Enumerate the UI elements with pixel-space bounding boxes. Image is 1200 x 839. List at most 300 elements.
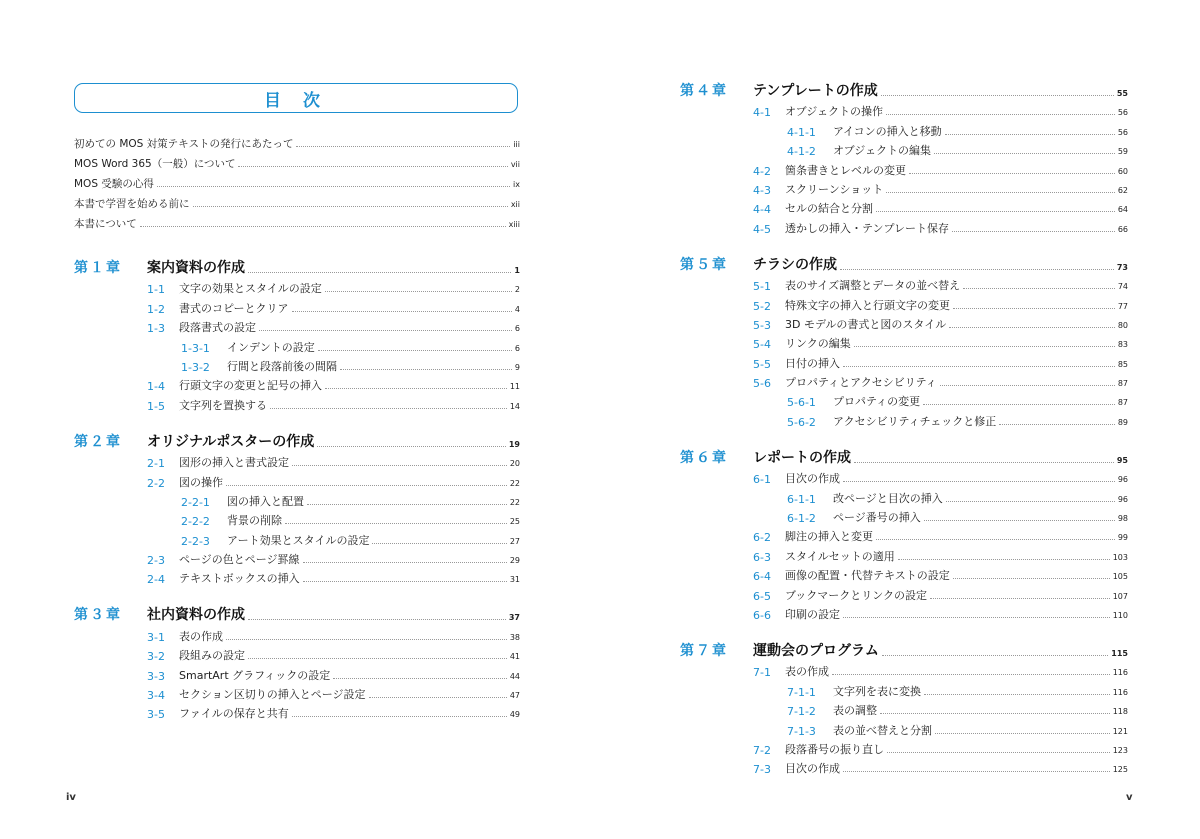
entry-number: 4-1-2 bbox=[787, 145, 816, 159]
page-number: 49 bbox=[509, 710, 520, 720]
leader-dots bbox=[924, 694, 1110, 695]
entry-title: 図の挿入と配置 bbox=[227, 494, 304, 508]
leader-dots bbox=[887, 752, 1110, 753]
leader-dots bbox=[325, 291, 512, 292]
page-number: 19 bbox=[508, 439, 520, 449]
leader-dots bbox=[832, 674, 1110, 675]
leader-dots bbox=[333, 678, 507, 679]
section-entry[interactable] bbox=[680, 564, 1128, 583]
leader-dots bbox=[923, 404, 1115, 405]
section-entry[interactable] bbox=[74, 567, 520, 586]
entry-title: 図形の挿入と書式設定 bbox=[179, 456, 289, 470]
entry-title: オリジナルポスターの作成 bbox=[147, 433, 315, 450]
entry-number: 7-1 bbox=[753, 666, 771, 680]
entry-number: 第４章 bbox=[680, 83, 728, 99]
subsection-entry[interactable] bbox=[74, 509, 520, 528]
section-entry[interactable] bbox=[680, 603, 1128, 622]
page-number: 118 bbox=[1112, 707, 1128, 717]
page-number: 96 bbox=[1117, 494, 1128, 504]
entry-title: 改ページと目次の挿入 bbox=[833, 491, 943, 505]
entry-title: 背景の削除 bbox=[227, 514, 282, 528]
page-number: 4 bbox=[514, 304, 520, 314]
page-number: 25 bbox=[509, 517, 520, 527]
page-number: 44 bbox=[509, 671, 520, 681]
leader-dots bbox=[193, 206, 508, 207]
leader-dots bbox=[898, 559, 1110, 560]
page-number: 115 bbox=[1111, 648, 1128, 658]
entry-title: 本書について bbox=[74, 218, 137, 230]
section-entry[interactable] bbox=[74, 296, 520, 315]
leader-dots bbox=[140, 226, 506, 227]
leader-dots bbox=[909, 173, 1115, 174]
page-number: 87 bbox=[1117, 398, 1128, 408]
entry-title: 特殊文字の挿入と行頭文字の変更 bbox=[785, 298, 950, 312]
folio-right: v bbox=[1126, 792, 1133, 803]
entry-number: 6-6 bbox=[753, 608, 771, 622]
section-entry[interactable] bbox=[74, 374, 520, 393]
entry-number: 4-1 bbox=[753, 106, 771, 120]
section-entry[interactable] bbox=[74, 702, 520, 721]
entry-number: 6-3 bbox=[753, 550, 771, 564]
chapter-block bbox=[680, 640, 1128, 776]
leader-dots bbox=[999, 424, 1115, 425]
chapter-block bbox=[680, 80, 1128, 236]
section-entry[interactable] bbox=[680, 351, 1128, 370]
entry-title: 透かしの挿入・テンプレート保存 bbox=[785, 221, 950, 235]
page-number: 83 bbox=[1117, 340, 1128, 350]
page-number: 56 bbox=[1117, 127, 1128, 137]
entry-title: 目次の作成 bbox=[785, 762, 840, 776]
entry-number: 第２章 bbox=[74, 433, 122, 450]
chapter-heading[interactable] bbox=[680, 640, 1128, 660]
section-entry[interactable] bbox=[680, 100, 1128, 119]
page-number: 9 bbox=[514, 362, 520, 372]
entry-title: 表の調整 bbox=[833, 704, 877, 718]
right-column bbox=[680, 80, 1128, 776]
leader-dots bbox=[940, 385, 1115, 386]
entry-number: 6-2 bbox=[753, 531, 771, 545]
page-number: ix bbox=[513, 180, 520, 189]
entry-title: 脚注の挿入と変更 bbox=[785, 530, 873, 544]
page-number: 1 bbox=[514, 266, 520, 275]
page-number: 27 bbox=[509, 536, 520, 546]
folio-left: iv bbox=[66, 792, 76, 803]
entry-number: 2-4 bbox=[147, 573, 165, 587]
chapter-heading[interactable] bbox=[74, 431, 520, 451]
leader-dots bbox=[924, 520, 1115, 521]
leader-dots bbox=[157, 186, 510, 187]
page-number: 55 bbox=[1116, 89, 1128, 98]
subsection-entry[interactable] bbox=[680, 699, 1128, 718]
leader-dots bbox=[843, 481, 1115, 482]
page-number: iii bbox=[513, 140, 520, 149]
subsection-entry[interactable] bbox=[680, 139, 1128, 158]
entry-title: テキストボックスの挿入 bbox=[179, 572, 300, 586]
entry-title: 本書で学習を始める前に bbox=[74, 198, 190, 210]
entry-title: 日付の挿入 bbox=[785, 356, 840, 370]
page-number: 47 bbox=[509, 691, 520, 701]
page-number: 103 bbox=[1112, 552, 1128, 562]
chapter-heading[interactable] bbox=[680, 254, 1128, 274]
section-entry[interactable] bbox=[680, 274, 1128, 293]
leader-dots bbox=[881, 95, 1114, 96]
entry-number: 7-2 bbox=[753, 743, 771, 757]
leader-dots bbox=[317, 446, 506, 447]
entry-title: オブジェクトの編集 bbox=[833, 144, 932, 158]
page-number: 74 bbox=[1117, 282, 1128, 292]
leader-dots bbox=[303, 581, 507, 582]
entry-number: 2-2-2 bbox=[181, 515, 210, 529]
subsection-entry[interactable] bbox=[680, 486, 1128, 505]
entry-title: オブジェクトの操作 bbox=[785, 105, 884, 119]
entry-title: プロパティとアクセシビリティ bbox=[785, 376, 937, 390]
leader-dots bbox=[946, 501, 1115, 502]
section-entry[interactable] bbox=[74, 644, 520, 663]
entry-title: セクション区切りの挿入とページ設定 bbox=[179, 688, 366, 702]
entry-title: 文字列を置換する bbox=[179, 398, 267, 412]
section-entry[interactable] bbox=[680, 544, 1128, 563]
left-chapter-list bbox=[74, 257, 520, 721]
entry-title: 画像の配置・代替テキストの設定 bbox=[785, 569, 950, 583]
leader-dots bbox=[372, 543, 506, 544]
entry-number: 7-1-3 bbox=[787, 724, 816, 738]
leader-dots bbox=[238, 166, 507, 167]
subsection-entry[interactable] bbox=[74, 490, 520, 509]
section-entry[interactable] bbox=[74, 663, 520, 682]
page-number: 95 bbox=[1116, 455, 1128, 465]
leader-dots bbox=[934, 153, 1115, 154]
left-column bbox=[74, 131, 520, 721]
entry-number: 3-2 bbox=[147, 650, 165, 664]
entry-title: 段落番号の振り直し bbox=[785, 742, 884, 756]
page-number: 116 bbox=[1112, 687, 1128, 697]
entry-number: 2-3 bbox=[147, 554, 165, 568]
entry-number: 6-4 bbox=[753, 570, 771, 584]
leader-dots bbox=[886, 114, 1115, 115]
entry-title: リンクの編集 bbox=[785, 337, 851, 351]
chapter-block bbox=[74, 431, 520, 587]
entry-number: 第５章 bbox=[680, 256, 728, 273]
entry-number: 3-1 bbox=[147, 630, 165, 644]
page-number: vii bbox=[510, 160, 520, 169]
section-entry[interactable] bbox=[74, 683, 520, 702]
page-number: 14 bbox=[509, 401, 520, 411]
section-entry[interactable] bbox=[680, 738, 1128, 757]
front-matter-list bbox=[74, 131, 520, 231]
entry-title: 文字の効果とスタイルの設定 bbox=[179, 282, 322, 296]
page-number: 125 bbox=[1112, 765, 1128, 775]
page-number: 116 bbox=[1112, 668, 1128, 678]
leader-dots bbox=[292, 465, 507, 466]
entry-number: 5-4 bbox=[753, 338, 771, 352]
entry-title: ブックマークとリンクの設定 bbox=[785, 588, 928, 602]
section-entry[interactable] bbox=[680, 313, 1128, 332]
entry-title: 段組みの設定 bbox=[179, 649, 245, 663]
entry-number: 5-6-1 bbox=[787, 396, 816, 410]
section-entry[interactable] bbox=[680, 757, 1128, 776]
leader-dots bbox=[945, 134, 1115, 135]
entry-number: 1-5 bbox=[147, 399, 165, 413]
section-entry[interactable] bbox=[680, 371, 1128, 390]
entry-number: 6-1 bbox=[753, 473, 771, 487]
entry-title: 3D モデルの書式と図のスタイル bbox=[785, 317, 947, 331]
entry-number: 1-3 bbox=[147, 322, 165, 336]
entry-number: 7-3 bbox=[753, 763, 771, 777]
entry-title: SmartArt グラフィックの設定 bbox=[179, 668, 331, 682]
entry-number: 5-1 bbox=[753, 280, 771, 294]
entry-number: 6-5 bbox=[753, 589, 771, 603]
page-number: 59 bbox=[1117, 147, 1128, 157]
entry-number: 1-3-2 bbox=[181, 360, 210, 374]
subsection-entry[interactable] bbox=[74, 335, 520, 354]
entry-title: 初めての MOS 対策テキストの発行にあたって bbox=[74, 138, 294, 150]
leader-dots bbox=[318, 350, 512, 351]
toc-title: 目 次 bbox=[264, 90, 328, 111]
leader-dots bbox=[843, 366, 1115, 367]
leader-dots bbox=[886, 192, 1115, 193]
front-matter-entry[interactable] bbox=[74, 211, 520, 231]
leader-dots bbox=[843, 617, 1110, 618]
front-matter-entry[interactable] bbox=[74, 151, 520, 171]
entry-number: 4-3 bbox=[753, 183, 771, 197]
section-entry[interactable] bbox=[680, 525, 1128, 544]
chapter-block bbox=[74, 257, 520, 413]
page-number: 62 bbox=[1117, 185, 1128, 195]
leader-dots bbox=[935, 733, 1110, 734]
leader-dots bbox=[303, 562, 507, 563]
page-number: 31 bbox=[509, 575, 520, 585]
leader-dots bbox=[880, 713, 1110, 714]
entry-number: 6-1-2 bbox=[787, 512, 816, 526]
entry-title: ページ番号の挿入 bbox=[833, 511, 921, 525]
section-entry[interactable] bbox=[74, 624, 520, 643]
section-entry[interactable] bbox=[74, 316, 520, 335]
entry-title: 表の並べ替えと分割 bbox=[833, 723, 932, 737]
leader-dots bbox=[259, 330, 512, 331]
section-entry[interactable] bbox=[680, 467, 1128, 486]
entry-title: スタイルセットの適用 bbox=[785, 549, 895, 563]
entry-number: 2-2 bbox=[147, 476, 165, 490]
page-number: 110 bbox=[1112, 610, 1128, 620]
entry-title: アクセシビリティチェックと修正 bbox=[833, 414, 997, 428]
section-entry[interactable] bbox=[680, 293, 1128, 312]
page-number: xiii bbox=[508, 220, 520, 229]
toc-title-box bbox=[74, 83, 518, 113]
entry-number: 1-3-1 bbox=[181, 341, 210, 355]
page-number: 41 bbox=[509, 652, 520, 662]
page-number: 77 bbox=[1117, 301, 1128, 311]
leader-dots bbox=[876, 539, 1115, 540]
section-entry[interactable] bbox=[74, 277, 520, 296]
entry-title: レポートの作成 bbox=[753, 449, 851, 466]
chapter-block bbox=[680, 447, 1128, 622]
entry-number: 3-3 bbox=[147, 669, 165, 683]
section-entry[interactable] bbox=[74, 548, 520, 567]
section-entry[interactable] bbox=[680, 332, 1128, 351]
entry-title: 行間と段落前後の間隔 bbox=[227, 359, 337, 373]
leader-dots bbox=[369, 697, 507, 698]
entry-number: 4-1-1 bbox=[787, 125, 816, 139]
entry-title: MOS 受験の心得 bbox=[74, 178, 154, 190]
leader-dots bbox=[963, 288, 1115, 289]
entry-number: 1-4 bbox=[147, 380, 165, 394]
chapter-block bbox=[74, 604, 520, 721]
front-matter-entry[interactable] bbox=[74, 131, 520, 151]
entry-number: 2-1 bbox=[147, 457, 165, 471]
leader-dots bbox=[296, 146, 510, 147]
page-number: 60 bbox=[1117, 166, 1128, 176]
subsection-entry[interactable] bbox=[680, 679, 1128, 698]
front-matter-entry[interactable] bbox=[74, 171, 520, 191]
entry-title: スクリーンショット bbox=[785, 182, 884, 196]
section-entry[interactable] bbox=[680, 660, 1128, 679]
subsection-entry[interactable] bbox=[680, 506, 1128, 525]
page-number: 121 bbox=[1112, 726, 1128, 736]
subsection-entry[interactable] bbox=[680, 390, 1128, 409]
entry-number: 3-5 bbox=[147, 708, 165, 722]
leader-dots bbox=[854, 346, 1115, 347]
subsection-entry[interactable] bbox=[74, 528, 520, 547]
page-number: 38 bbox=[509, 632, 520, 642]
leader-dots bbox=[952, 231, 1115, 232]
entry-title: 書式のコピーとクリア bbox=[179, 301, 289, 315]
entry-number: 4-2 bbox=[753, 164, 771, 178]
entry-title: 段落書式の設定 bbox=[179, 321, 256, 335]
page-number: 85 bbox=[1117, 359, 1128, 369]
section-entry[interactable] bbox=[74, 393, 520, 412]
chapter-heading[interactable] bbox=[680, 447, 1128, 467]
entry-title: 案内資料の作成 bbox=[147, 260, 245, 276]
page-number: 66 bbox=[1117, 224, 1128, 234]
entry-title: 社内資料の作成 bbox=[147, 607, 245, 624]
chapter-block bbox=[680, 254, 1128, 429]
leader-dots bbox=[307, 504, 507, 505]
leader-dots bbox=[325, 388, 507, 389]
page-number: 96 bbox=[1117, 475, 1128, 485]
page-number: 123 bbox=[1112, 745, 1128, 755]
leader-dots bbox=[285, 523, 507, 524]
chapter-heading[interactable] bbox=[74, 257, 520, 277]
page-number: 29 bbox=[509, 556, 520, 566]
leader-dots bbox=[876, 211, 1115, 212]
entry-title: 文字列を表に変換 bbox=[833, 684, 921, 698]
entry-title: チラシの作成 bbox=[753, 256, 837, 273]
leader-dots bbox=[270, 408, 507, 409]
entry-number: 5-6-2 bbox=[787, 415, 816, 429]
leader-dots bbox=[843, 771, 1110, 772]
page-number: 99 bbox=[1117, 533, 1128, 543]
entry-number: 第６章 bbox=[680, 449, 728, 466]
section-entry[interactable] bbox=[74, 470, 520, 489]
leader-dots bbox=[930, 598, 1110, 599]
entry-number: 2-2-3 bbox=[181, 534, 210, 548]
entry-title: 印刷の設定 bbox=[785, 607, 840, 621]
entry-title: 図の操作 bbox=[179, 475, 223, 489]
page-number: 89 bbox=[1117, 417, 1128, 427]
page-number: 11 bbox=[509, 382, 520, 392]
leader-dots bbox=[226, 485, 507, 486]
section-entry[interactable] bbox=[74, 451, 520, 470]
leader-dots bbox=[949, 327, 1115, 328]
page-number: 20 bbox=[509, 459, 520, 469]
leader-dots bbox=[292, 716, 507, 717]
subsection-entry[interactable] bbox=[680, 718, 1128, 737]
section-entry[interactable] bbox=[680, 178, 1128, 197]
entry-number: 1-1 bbox=[147, 283, 165, 297]
page-number: 107 bbox=[1112, 591, 1128, 601]
subsection-entry[interactable] bbox=[680, 119, 1128, 138]
chapter-heading[interactable] bbox=[74, 604, 520, 624]
entry-number: 5-2 bbox=[753, 299, 771, 313]
entry-number: 4-5 bbox=[753, 222, 771, 236]
entry-title: 目次の作成 bbox=[785, 472, 840, 486]
entry-title: テンプレートの作成 bbox=[753, 83, 878, 99]
entry-number: 5-5 bbox=[753, 357, 771, 371]
entry-number: 7-1-1 bbox=[787, 685, 816, 699]
entry-title: 行頭文字の変更と記号の挿入 bbox=[179, 379, 322, 393]
page-number: 37 bbox=[508, 613, 520, 623]
entry-number: 5-3 bbox=[753, 318, 771, 332]
entry-title: アート効果とスタイルの設定 bbox=[227, 533, 370, 547]
page-number: 105 bbox=[1112, 572, 1128, 582]
leader-dots bbox=[248, 272, 511, 273]
page-number: 56 bbox=[1117, 108, 1128, 118]
page-number: 22 bbox=[509, 497, 520, 507]
chapter-heading[interactable] bbox=[680, 80, 1128, 100]
leader-dots bbox=[953, 308, 1115, 309]
leader-dots bbox=[248, 658, 507, 659]
leader-dots bbox=[953, 578, 1110, 579]
page-number: 98 bbox=[1117, 514, 1128, 524]
leader-dots bbox=[340, 369, 512, 370]
leader-dots bbox=[248, 619, 506, 620]
page-number: 64 bbox=[1117, 205, 1128, 215]
page-number: 2 bbox=[514, 285, 520, 295]
section-entry[interactable] bbox=[680, 158, 1128, 177]
section-entry[interactable] bbox=[680, 197, 1128, 216]
entry-title: アイコンの挿入と移動 bbox=[833, 124, 942, 138]
page-number: 73 bbox=[1116, 262, 1128, 272]
page-number: 6 bbox=[514, 324, 520, 334]
section-entry[interactable] bbox=[680, 583, 1128, 602]
entry-number: 6-1-1 bbox=[787, 492, 816, 506]
leader-dots bbox=[854, 462, 1114, 463]
entry-title: インデントの設定 bbox=[227, 340, 315, 354]
page-number: 87 bbox=[1117, 379, 1128, 389]
entry-title: プロパティの変更 bbox=[833, 395, 921, 409]
entry-title: 表の作成 bbox=[179, 629, 223, 643]
entry-number: 第７章 bbox=[680, 642, 728, 659]
entry-title: セルの結合と分割 bbox=[785, 202, 873, 216]
entry-number: 7-1-2 bbox=[787, 705, 816, 719]
entry-number: 1-2 bbox=[147, 302, 165, 316]
leader-dots bbox=[226, 639, 507, 640]
subsection-entry[interactable] bbox=[680, 409, 1128, 428]
entry-number: 5-6 bbox=[753, 377, 771, 391]
page-number: 6 bbox=[514, 343, 520, 353]
entry-title: 表のサイズ調整とデータの並べ替え bbox=[785, 279, 961, 293]
entry-number: 第３章 bbox=[74, 607, 122, 624]
entry-number: 2-2-1 bbox=[181, 495, 210, 509]
leader-dots bbox=[840, 269, 1114, 270]
entry-title: ファイルの保存と共有 bbox=[179, 707, 289, 721]
front-matter-entry[interactable] bbox=[74, 191, 520, 211]
subsection-entry[interactable] bbox=[74, 355, 520, 374]
entry-title: MOS Word 365（一般）について bbox=[74, 158, 236, 170]
entry-title: 表の作成 bbox=[785, 665, 829, 679]
page-number: 22 bbox=[509, 478, 520, 488]
section-entry[interactable] bbox=[680, 216, 1128, 235]
